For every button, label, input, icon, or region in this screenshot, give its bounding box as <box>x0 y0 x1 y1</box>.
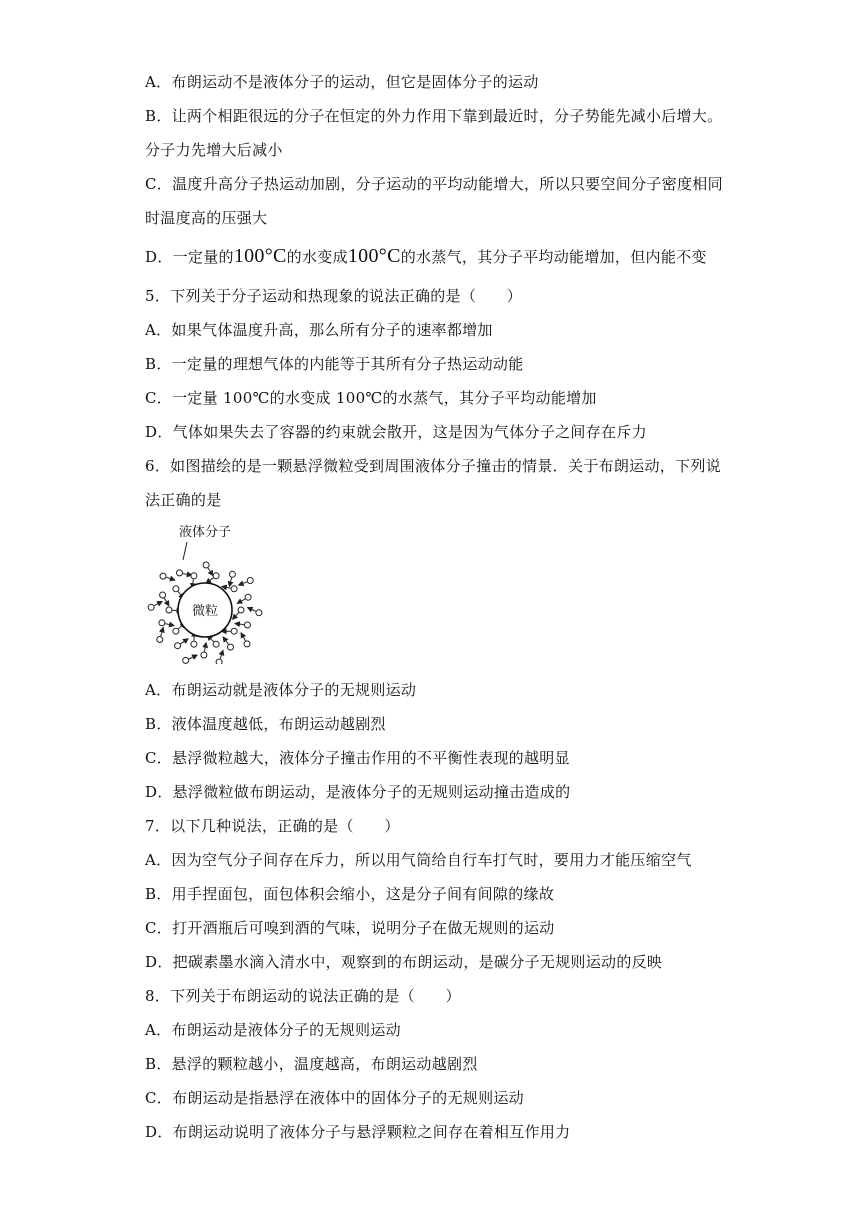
liquid-molecule <box>231 586 237 592</box>
q4-option-c-line1: C．温度升高分子热运动加剧，分子运动的平均动能增大，所以只要空间分子密度相同 <box>145 175 723 193</box>
molecule-velocity-arrow <box>237 599 245 604</box>
q4-option-d-prefix: D．一定量的 <box>145 248 234 266</box>
molecule-velocity-arrow <box>161 628 164 637</box>
brownian-motion-figure <box>145 516 285 664</box>
q6-option-d: D．悬浮微粒做布朗运动，是液体分子的无规则运动撞击造成的 <box>145 783 571 801</box>
q7-option-b: B．用手捏面包，面包体积会缩小，这是分子间有间隙的缘故 <box>145 885 555 903</box>
liquid-molecule <box>175 643 181 649</box>
molecule-velocity-arrow <box>241 633 245 641</box>
liquid-molecule <box>203 562 209 568</box>
q5-stem: 5．下列关于分子运动和热现象的说法正确的是（ ） <box>145 287 523 305</box>
molecule-velocity-arrow <box>222 587 231 589</box>
molecule-velocity-arrow <box>183 574 192 576</box>
q7-option-a: A．因为空气分子间存在斥力，所以用气筒给自行车打气时，要用力才能压缩空气 <box>145 851 692 869</box>
q5-option-c: C．一定量 100℃的水变成 100℃的水蒸气，其分子平均动能增加 <box>145 389 597 407</box>
liquid-molecule <box>183 657 189 663</box>
liquid-molecule <box>228 644 234 650</box>
molecule-velocity-arrow <box>208 568 213 576</box>
temperature-value: 100°C <box>233 245 287 267</box>
liquid-molecule <box>173 586 179 592</box>
q4-option-c-line2: 时温度高的压强大 <box>145 209 268 227</box>
liquid-molecule <box>157 637 163 643</box>
q6-option-b: B．液体温度越低，布朗运动越剧烈 <box>145 715 386 733</box>
molecule-velocity-arrow <box>220 650 223 659</box>
particle-label: 微粒 <box>191 604 219 619</box>
molecule-label: 液体分子 <box>178 525 232 540</box>
q8-stem: 8．下列关于布朗运动的说法正确的是（ ） <box>145 987 461 1005</box>
molecule-velocity-arrow <box>166 577 175 580</box>
q4-option-d-suffix: 的水蒸气，其分子平均动能增加，但内能不变 <box>400 248 707 266</box>
molecule-velocity-arrow <box>223 637 228 644</box>
liquid-molecule <box>213 573 219 579</box>
molecule-velocity-arrow <box>154 602 162 606</box>
liquid-molecule <box>216 659 222 664</box>
liquid-molecule <box>245 594 251 600</box>
molecule-velocity-arrow <box>248 608 256 612</box>
liquid-molecule <box>177 570 183 576</box>
q6-option-a: A．布朗运动就是液体分子的无规则运动 <box>145 681 417 699</box>
q5-option-b: B．一定量的理想气体的内能等于其所有分子热运动动能 <box>145 355 524 373</box>
q4-option-d-middle: 的水变成 <box>286 248 348 266</box>
molecule-velocity-arrow <box>239 582 247 585</box>
q5-option-a: A．如果气体温度升高，那么所有分子的速率都增加 <box>145 321 493 339</box>
liquid-molecule <box>191 573 197 579</box>
q8-option-a: A．布朗运动是液体分子的无规则运动 <box>145 1021 401 1039</box>
molecule-velocity-arrow <box>165 624 174 626</box>
q6-option-c: C．悬浮微粒越大，液体分子撞击作用的不平衡性表现的越明显 <box>145 749 570 767</box>
q8-option-b: B．悬浮的颗粒越小，温度越高，布朗运动越剧烈 <box>145 1055 478 1073</box>
liquid-molecule <box>244 641 250 647</box>
temperature-value: 100°C <box>347 245 401 267</box>
liquid-molecule <box>247 578 253 584</box>
q4-option-a: A．布朗运动不是液体分子的运动，但它是固体分子的运动 <box>145 73 539 91</box>
liquid-molecule <box>160 573 166 579</box>
q5-option-d: D．气体如果失去了容器的约束就会散开，这是因为气体分子之间存在斥力 <box>145 423 647 441</box>
molecule-velocity-arrow <box>233 613 239 620</box>
q7-stem: 7．以下几种说法，正确的是（ ） <box>145 817 400 835</box>
q4-option-b-line1: B．让两个相距很远的分子在恒定的外力作用下靠到最近时，分子势能先减小后增大。 <box>145 107 723 125</box>
q7-option-d: D．把碳素墨水滴入清水中，观察到的布朗运动，是碳分子无规则运动的反映 <box>145 953 663 971</box>
liquid-molecule <box>191 641 197 647</box>
molecule-velocity-arrow <box>229 578 231 587</box>
liquid-molecule <box>244 622 250 628</box>
q8-option-d: D．布朗运动说明了液体分子与悬浮颗粒之间存在着相互作用力 <box>145 1123 571 1141</box>
brownian-motion-diagram <box>145 516 285 664</box>
liquid-molecule <box>160 592 166 598</box>
molecule-velocity-arrow <box>181 639 189 644</box>
q6-stem-line2: 法正确的是 <box>145 491 222 509</box>
molecule-velocity-arrow <box>205 643 207 652</box>
liquid-molecule <box>229 571 235 577</box>
liquid-molecule <box>159 620 165 626</box>
liquid-molecule <box>173 628 179 634</box>
liquid-molecule <box>201 652 207 658</box>
q8-option-c: C．布朗运动是指悬浮在液体中的固体分子的无规则运动 <box>145 1089 524 1107</box>
q6-stem-line1: 6．如图描绘的是一颗悬浮微粒受到周围液体分子撞击的情景．关于布朗运动，下列说 <box>145 457 721 475</box>
liquid-molecule <box>231 628 237 634</box>
liquid-molecule <box>148 604 154 610</box>
molecule-velocity-arrow <box>164 598 169 606</box>
molecule-velocity-arrow <box>235 624 244 625</box>
q7-option-c: C．打开酒瓶后可嗅到酒的气味，说明分子在做无规则的运动 <box>145 919 555 937</box>
label-leader-line <box>183 542 187 560</box>
liquid-molecule <box>238 607 244 613</box>
liquid-molecule <box>213 641 219 647</box>
molecule-velocity-arrow <box>189 655 197 659</box>
liquid-molecule <box>256 610 262 616</box>
liquid-molecule <box>166 607 172 613</box>
q4-option-b-line2: 分子力先增大后减小 <box>145 141 283 159</box>
q4-option-d <box>145 246 707 267</box>
